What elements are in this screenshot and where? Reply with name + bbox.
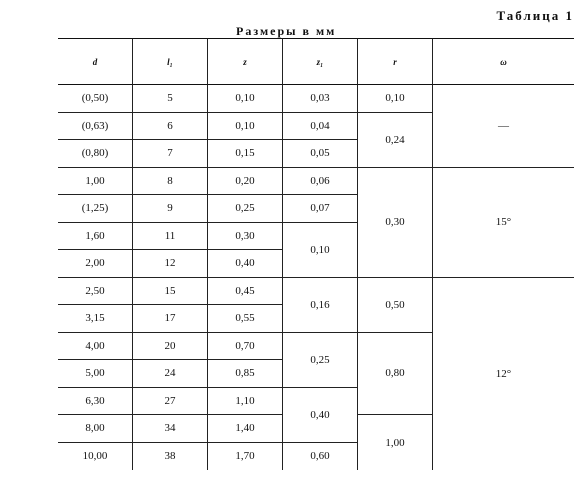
cell-z: 0,25 — [208, 195, 283, 223]
cell-l1: 17 — [133, 305, 208, 333]
dimensions-table — [58, 38, 574, 470]
cell-z1: 0,40 — [283, 388, 358, 443]
header-omega: ω — [433, 38, 574, 85]
cell-z: 0,85 — [208, 360, 283, 388]
cell-d: 8,00 — [58, 415, 133, 443]
header-d: d — [58, 38, 133, 85]
cell-d: 2,00 — [58, 250, 133, 278]
cell-d: 10,00 — [58, 443, 133, 471]
header-z1: z₁ — [283, 38, 358, 85]
cell-omega: — — [433, 85, 574, 168]
cell-d: (0,63) — [58, 113, 133, 141]
cell-d: (0,50) — [58, 85, 133, 113]
cell-l1: 11 — [133, 223, 208, 251]
cell-omega: 15° — [433, 168, 574, 278]
cell-r: 0,30 — [358, 168, 433, 278]
cell-r: 0,50 — [358, 278, 433, 333]
cell-d: 1,60 — [58, 223, 133, 251]
cell-l1: 9 — [133, 195, 208, 223]
cell-d: (0,80) — [58, 140, 133, 168]
cell-z1: 0,05 — [283, 140, 358, 168]
cell-l1: 7 — [133, 140, 208, 168]
cell-l1: 8 — [133, 168, 208, 196]
cell-z: 0,40 — [208, 250, 283, 278]
cell-z: 0,30 — [208, 223, 283, 251]
cell-d: 1,00 — [58, 168, 133, 196]
cell-z1: 0,04 — [283, 113, 358, 141]
cell-d: 3,15 — [58, 305, 133, 333]
cell-z1: 0,06 — [283, 168, 358, 196]
header-z: z — [208, 38, 283, 85]
cell-l1: 15 — [133, 278, 208, 306]
cell-z1: 0,10 — [283, 223, 358, 278]
cell-l1: 27 — [133, 388, 208, 416]
cell-l1: 34 — [133, 415, 208, 443]
cell-l1: 20 — [133, 333, 208, 361]
cell-r: 1,00 — [358, 415, 433, 470]
cell-l1: 24 — [133, 360, 208, 388]
cell-z: 1,10 — [208, 388, 283, 416]
cell-z: 1,70 — [208, 443, 283, 471]
cell-r: 0,10 — [358, 85, 433, 113]
cell-z1: 0,07 — [283, 195, 358, 223]
cell-l1: 6 — [133, 113, 208, 141]
cell-z: 0,20 — [208, 168, 283, 196]
cell-z: 1,40 — [208, 415, 283, 443]
cell-z: 0,70 — [208, 333, 283, 361]
cell-d: 6,30 — [58, 388, 133, 416]
cell-z: 0,10 — [208, 113, 283, 141]
cell-z1: 0,25 — [283, 333, 358, 388]
cell-d: (1,25) — [58, 195, 133, 223]
cell-r: 0,24 — [358, 113, 433, 168]
cell-l1: 38 — [133, 443, 208, 471]
cell-z1: 0,16 — [283, 278, 358, 333]
cell-l1: 5 — [133, 85, 208, 113]
cell-l1: 12 — [133, 250, 208, 278]
cell-omega: 12° — [495, 367, 512, 380]
table-label: Таблица 1 — [496, 8, 574, 23]
cell-d: 2,50 — [58, 278, 133, 306]
cell-r: 0,80 — [358, 333, 433, 416]
cell-z: 0,55 — [208, 305, 283, 333]
units-caption: Размеры в мм — [236, 24, 337, 38]
cell-z1: 0,03 — [283, 85, 358, 113]
header-r: r — [358, 38, 433, 85]
cell-d: 4,00 — [58, 333, 133, 361]
cell-z1: 0,60 — [283, 443, 358, 471]
cell-z: 0,10 — [208, 85, 283, 113]
header-l1: l₁ — [133, 38, 208, 85]
cell-d: 5,00 — [58, 360, 133, 388]
cell-z: 0,15 — [208, 140, 283, 168]
cell-z: 0,45 — [208, 278, 283, 306]
